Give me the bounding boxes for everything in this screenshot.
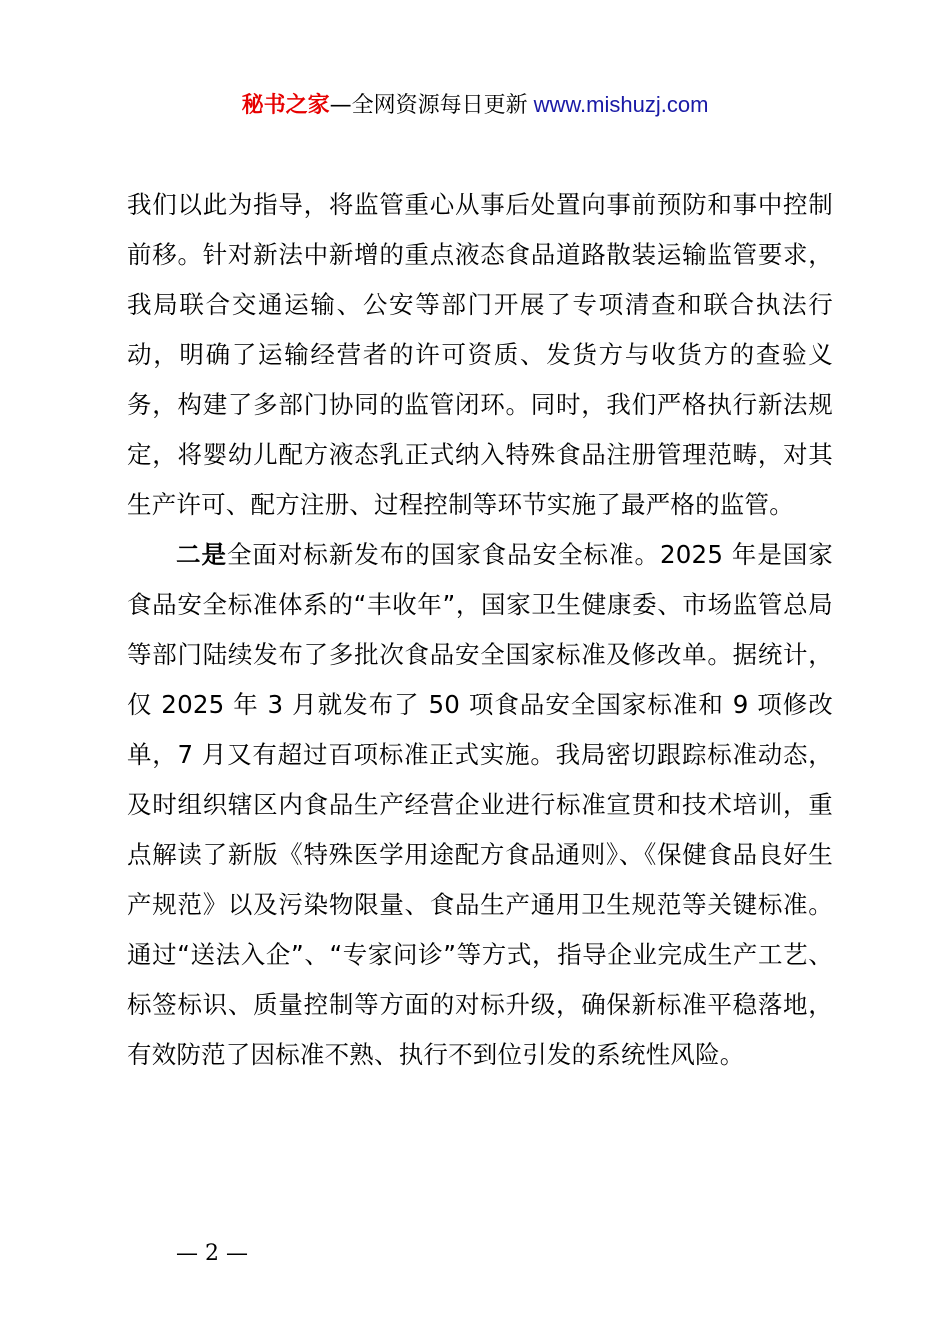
header-slogan: —全网资源每日更新 bbox=[329, 93, 528, 118]
paragraph-2-text: 全面对标新发布的国家食品安全标准。2025 年是国家食品安全标准体系的“丰收年”，国家卫生健康委、市场监管总局等部门陆续发布了多批次食品安全国家标准及修改单。据统计，仅 2025 年 3 月就发布了 50 项食品安全国家标准和 9 项修改单，7 月又有超过百项标准正式实施。我局密切跟踪标准动态，及时组织辖区内食品生产经营企业进行标准宣贯和技术培训，重点解读了新版《特殊医学用途配方食品通则》、《保健食品良好生产规范》以及污染物限量、食品生产通用卫生规范等关键标准。通过“送法入企”、“专家问诊”等方式，指导企业完成生产工艺、标签标识、质量控制等方面的对标升级，确保新标准平稳落地，有效防范了因标准不熟、执行不到位引发的系统性风险。 bbox=[127, 540, 833, 1069]
document-body bbox=[127, 180, 833, 1080]
website-link[interactable]: www.mishuzj.com bbox=[533, 92, 709, 117]
paragraph-2-lead: 二是 bbox=[176, 540, 227, 569]
paragraph-1-text: 我们以此为指导，将监管重心从事后处置向事前预防和事中控制前移。针对新法中新增的重点液态食品道路散装运输监管要求，我局联合交通运输、公安等部门开展了专项清查和联合执法行动，明确了运输经营者的许可资质、发货方与收货方的查验义务，构建了多部门协同的监管闭环。同时，我们严格执行新法规定，将婴幼儿配方液态乳正式纳入特殊食品注册管理范畴，对其生产许可、配方注册、过程控制等环节实施了最严格的监管。 bbox=[127, 190, 833, 519]
page-number: — 2 — bbox=[176, 1241, 248, 1266]
paragraph-2 bbox=[127, 530, 833, 1080]
brand-name: 秘书之家 bbox=[241, 93, 330, 118]
paragraph-1 bbox=[127, 180, 833, 530]
page-header bbox=[0, 86, 950, 125]
